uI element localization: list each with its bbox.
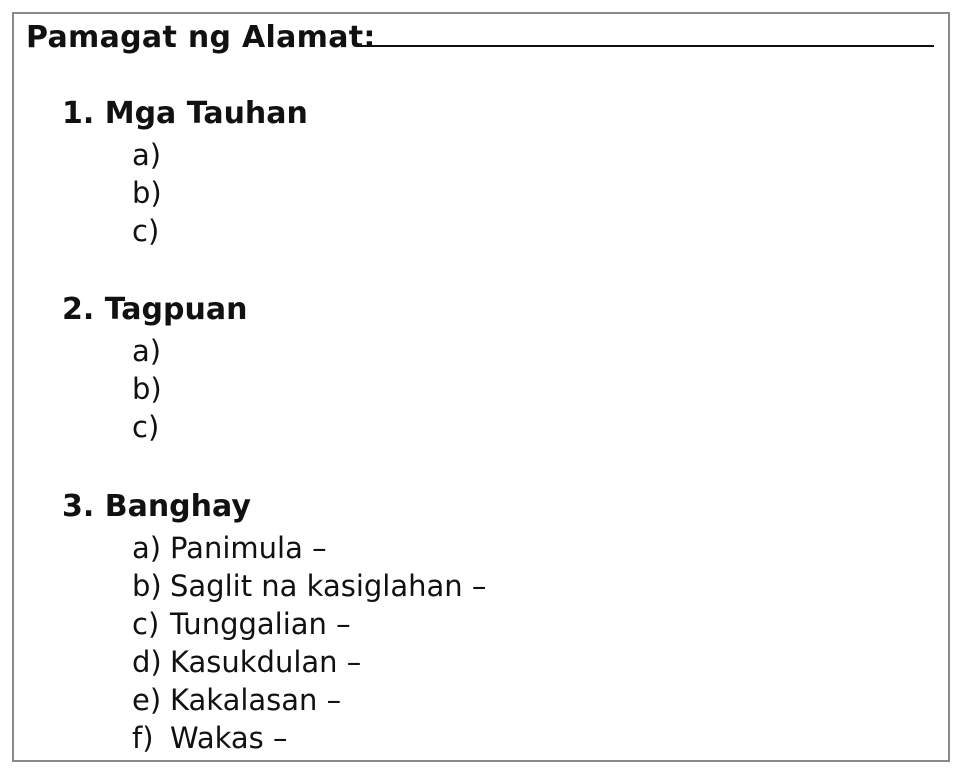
list-item bbox=[132, 681, 341, 719]
list-item-marker: f) bbox=[132, 721, 154, 755]
list-item-text: Kakalasan – bbox=[170, 683, 342, 717]
list-item bbox=[132, 332, 170, 370]
list-item-text: Tunggalian – bbox=[170, 607, 351, 641]
list-item bbox=[132, 408, 170, 446]
list-item bbox=[132, 643, 361, 681]
list-item-marker: b) bbox=[132, 569, 162, 603]
list-item bbox=[132, 136, 170, 174]
list-item bbox=[132, 605, 351, 643]
list-item bbox=[132, 370, 170, 408]
list-item-marker: e) bbox=[132, 683, 162, 717]
list-item-marker: d) bbox=[132, 645, 162, 679]
section-heading-mga-tauhan: 1. Mga Tauhan bbox=[62, 96, 308, 131]
list-item bbox=[132, 174, 170, 212]
section-heading-tagpuan: 2. Tagpuan bbox=[62, 292, 248, 327]
list-item-text: Kasukdulan – bbox=[170, 645, 362, 679]
list-item bbox=[132, 567, 486, 605]
list-item-marker: b) bbox=[132, 176, 162, 210]
title-answer-line bbox=[357, 45, 934, 47]
list-item-marker: b) bbox=[132, 372, 162, 406]
list-item-marker: a) bbox=[132, 138, 162, 172]
list-item-marker: a) bbox=[132, 531, 162, 565]
list-item-marker: c) bbox=[132, 607, 160, 641]
list-item bbox=[132, 719, 287, 757]
list-item-text: Wakas – bbox=[170, 721, 288, 755]
list-item-marker: a) bbox=[132, 334, 162, 368]
worksheet-title: Pamagat ng Alamat: bbox=[26, 20, 376, 55]
list-item-marker: c) bbox=[132, 410, 160, 444]
list-item-marker: c) bbox=[132, 214, 160, 248]
list-item bbox=[132, 212, 170, 250]
section-heading-banghay: 3. Banghay bbox=[62, 489, 251, 524]
list-item-text: Panimula – bbox=[170, 531, 327, 565]
list-item-text: Saglit na kasiglahan – bbox=[170, 569, 487, 603]
list-item bbox=[132, 529, 327, 567]
